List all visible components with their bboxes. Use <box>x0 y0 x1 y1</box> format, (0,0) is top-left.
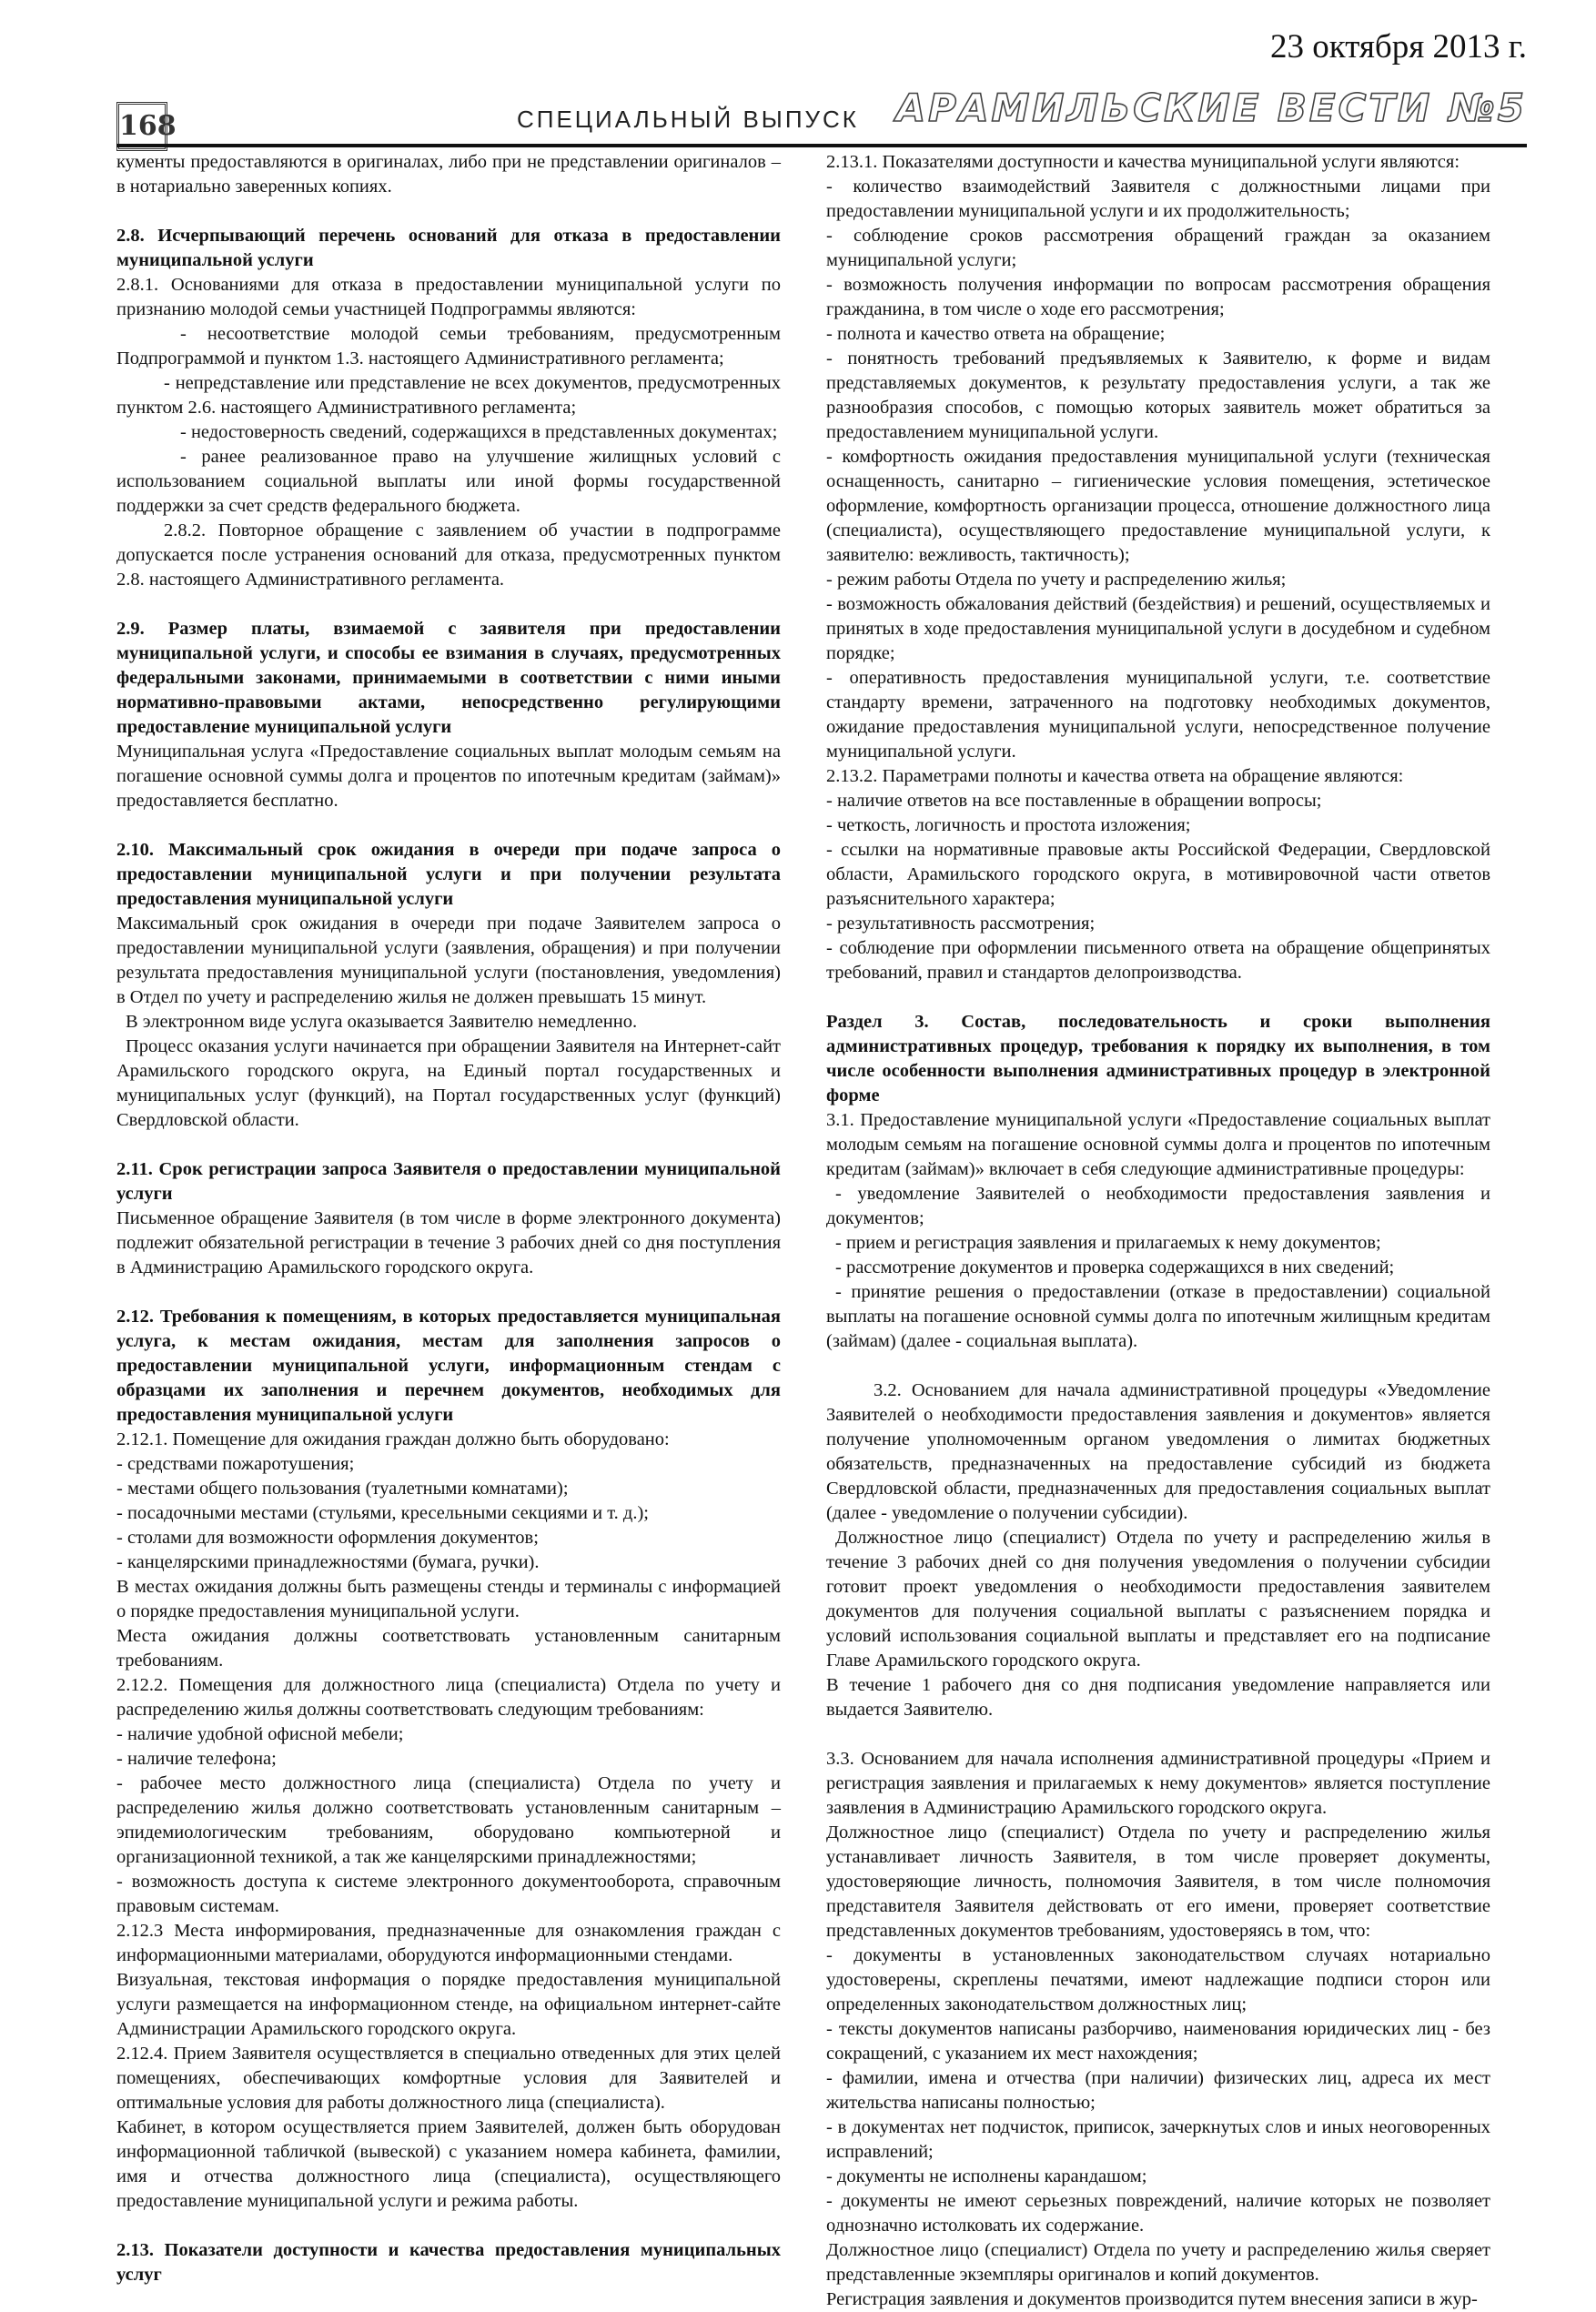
paragraph: - рассмотрение документов и проверка содержащихся в них сведений; <box>835 1257 1395 1277</box>
paragraph: Кабинет, в котором осуществляется прием Заявителей, должен быть оборудован информационной табличкой (вывеской) с указанием номера кабинета, фамилии, имя и отчества должностного лица (специалиста), осуществляющего предоставление муниципальной услуги и режима работы. <box>116 2117 781 2211</box>
paragraph: - ссылки на нормативные правовые акты Российской Федерации, Свердловской области, Арамильского городского округа, в мотивировочной части ответов разъяснительного характера; <box>826 840 1490 909</box>
paragraph: Регистрация заявления и документов производится путем внесения записи в жур- <box>826 2289 1478 2309</box>
paragraph: - документы не имеют серьезных повреждений, наличие которых не позволяет однозначно истолковать их содержание. <box>826 2191 1490 2236</box>
paragraph: - местами общего пользования (туалетными комнатами); <box>116 1479 569 1499</box>
paragraph: В электронном виде услуга оказывается Заявителю немедленно. <box>126 1012 638 1032</box>
paragraph: - недостоверность сведений, содержащихся в представленных документах; <box>180 422 778 442</box>
paragraph: В местах ожидания должны быть размещены стенды и терминалы с информацией о порядке предоставления муниципальной услуги. <box>116 1577 781 1621</box>
paragraph: Должностное лицо (специалист) Отдела по учету и распределению жилья устанавливает личность Заявителя, в том числе проверяет документы, удостоверяющие личность, полномочия Заявителя, в том числе полномочия представителя Заявителя действовать от его имени, проверяет соответствие представленных документов требованиям, удостоверяясь в том, что: <box>826 1822 1490 1941</box>
header-rule <box>116 144 1527 147</box>
paragraph: - тексты документов написаны разборчиво, наименования юридических лиц - без сокращений, с указанием их мест нахождения; <box>826 2019 1490 2064</box>
paragraph: - прием и регистрация заявления и прилагаемых к нему документов; <box>835 1233 1381 1253</box>
paragraph: - наличие ответов на все поставленные в обращении вопросы; <box>826 791 1322 811</box>
paragraph: - канцелярскими принадлежностями (бумага, ручки). <box>116 1552 540 1572</box>
section-heading: 2.10. Максимальный срок ожидания в очереди при подаче запроса о предоставлении муниципальной услуги и при получении результата предоставления муниципальной услуги <box>116 840 781 909</box>
paragraph: 2.13.1. Показателями доступности и качества муниципальной услуги являются: <box>826 152 1460 172</box>
paragraph: - посадочными местами (стульями, кресельными секциями и т. д.); <box>116 1503 649 1523</box>
paragraph: 3.1. Предоставление муниципальной услуги «Предоставление социальных выплат молодым семьям на погашение основной суммы долга и процентов по ипотечным кредитам (займам)» включает в себя следующие административные процедуры: <box>826 1110 1490 1179</box>
paragraph: 3.3. Основанием для начала исполнения административной процедуры «Прием и регистрация заявления и прилагаемых к нему документов» является поступление заявления в Администрацию Арамильского городского округа. <box>826 1749 1490 1818</box>
paragraph: - комфортность ожидания предоставления муниципальной услуги (техническая оснащенность, санитарно – гигиенические условия помещения, эстетическое оформление, комфортность организации процесса, отношение должностного лица (специалиста), осуществляющего предоставление муниципальной услуги, к заявителю: вежливость, тактичность); <box>826 447 1490 565</box>
paragraph: - рабочее место должностного лица (специалиста) Отдела по учету и распределению жилья должно соответствовать установленным санитарным – эпидемиологическим требованиям, оборудовано компьютерной и организационной техникой, а так же канцелярскими принадлежностями; <box>116 1773 781 1867</box>
left-column <box>116 150 781 2287</box>
paragraph: - соблюдение при оформлении письменного ответа на обращение общепринятых требований, правил и стандартов делопроизводства. <box>826 938 1490 983</box>
paragraph: - ранее реализованное право на улучшение жилищных условий с использованием социальной выплаты или иной формы государственной поддержки за счет средств федерального бюджета. <box>116 447 781 516</box>
paragraph: 2.8.2. Повторное обращение с заявлением об участии в подпрограмме допускается после устранения оснований для отказа, предусмотренных пунктом 2.8. настоящего Административного регламента. <box>116 520 781 590</box>
paragraph: - возможность получения информации по вопросам рассмотрения обращения гражданина, в том числе о ходе его рассмотрения; <box>826 275 1490 319</box>
paragraph: 2.12.2. Помещения для должностного лица (специалиста) Отдела по учету и распределению жилья должны соответствовать следующим требованиям: <box>116 1675 781 1720</box>
paragraph: - оперативность предоставления муниципальной услуги, т.е. соответствие стандарту времени, затраченного на подготовку необходимых документов, ожидание предоставления муниципальной услуги, непосредственное получение муниципальной услуги. <box>826 668 1490 762</box>
paragraph: - в документах нет подчисток, приписок, зачеркнутых слов и иных неоговоренных исправлений; <box>826 2117 1490 2162</box>
section-label: СПЕЦИАЛЬНЫЙ ВЫПУСК <box>517 106 859 133</box>
section-heading: Раздел 3. Состав, последовательность и сроки выполнения административных процедур, требования к порядку их выполнения, в том числе особенности выполнения административных процедур в электронной форме <box>826 1012 1490 1106</box>
paragraph: - четкость, логичность и простота изложения; <box>826 815 1191 835</box>
page-number: 168 <box>116 102 167 151</box>
paragraph: - возможность обжалования действий (бездействия) и решений, осуществляемых и принятых в ходе предоставления муниципальной услуги в досудебном и судебном порядке; <box>826 594 1490 663</box>
masthead-logo <box>896 86 1527 130</box>
paragraph: - непредставление или представление не всех документов, предусмотренных пунктом 2.6. настоящего Административного регламента; <box>116 373 781 418</box>
paragraph: 3.2. Основанием для начала административной процедуры «Уведомление Заявителей о необходимости предоставления заявления и документов» является получение уполномоченным органом уведомления о лимитах бюджетных обязательств, предназначенных на предоставление субсидий из бюджета Свердловской области, предназначенных для предоставления социальных выплат (далее - уведомление о получении субсидии). <box>826 1380 1490 1523</box>
paragraph: В течение 1 рабочего дня со дня подписания уведомление направляется или выдается Заявителю. <box>826 1675 1490 1720</box>
section-heading: 2.13. Показатели доступности и качества предоставления муниципальных услуг <box>116 2240 781 2285</box>
paragraph: - наличие телефона; <box>116 1749 277 1769</box>
section-heading: 2.8. Исчерпывающий перечень оснований для отказа в предоставлении муниципальной услуги <box>116 226 781 270</box>
paragraph: Максимальный срок ожидания в очереди при подаче Заявителем запроса о предоставлении муниципальной услуги (заявления, обращения) и при получении результата предоставления муниципальной услуги (постановления, уведомления) в Отдел по учету и распределению жилья не должен превышать 15 минут. <box>116 914 781 1007</box>
paragraph: - несоответствие молодой семьи требованиям, предусмотренным Подпрограммой и пунктом 1.3. настоящего Административного регламента; <box>116 324 781 369</box>
paragraph: - документы в установленных законодательством случаях нотариально удостоверены, скреплены печатями, имеют надлежащие подписи сторон или определенных законодательством должностных лиц; <box>826 1945 1490 2014</box>
section-heading: 2.12. Требования к помещениям, в которых предоставляется муниципальная услуга, к местам ожидания, местам для заполнения запросов о предоставлении муниципальной услуги, информационным стендам с образцами их заполнения и перечнем документов, необходимых для предоставления муниципальной услуги <box>116 1307 781 1425</box>
paragraph: - столами для возможности оформления документов; <box>116 1528 539 1548</box>
paragraph: - полнота и качество ответа на обращение; <box>826 324 1166 344</box>
paragraph: 2.12.4. Прием Заявителя осуществляется в специально отведенных для этих целей помещениях, обеспечивающих комфортные условия для Заявителей и оптимальные условия для работы должностного лица (специалиста). <box>116 2044 781 2113</box>
paragraph: 2.13.2. Параметрами полноты и качества ответа на обращение являются: <box>826 766 1404 786</box>
paragraph: кументы предоставляются в оригиналах, либо при не представлении оригиналов – в нотариально заверенных копиях. <box>116 152 781 197</box>
paragraph: - фамилии, имена и отчества (при наличии) физических лиц, адреса их мест жительства написаны полностью; <box>826 2068 1490 2113</box>
paragraph: - режим работы Отдела по учету и распределению жилья; <box>826 570 1287 590</box>
paragraph: - документы не исполнены карандашом; <box>826 2166 1147 2186</box>
paragraph: - результативность рассмотрения; <box>826 914 1096 934</box>
page-header <box>116 27 1527 164</box>
paragraph: - уведомление Заявителей о необходимости предоставления заявления и документов; <box>826 1184 1490 1228</box>
paragraph: - принятие решения о предоставлении (отказе в предоставлении) социальной выплаты на погашение основной суммы долга по ипотечным жилищным кредитам (займам) (далее - социальная выплата). <box>826 1282 1490 1351</box>
paragraph: - соблюдение сроков рассмотрения обращений граждан за оказанием муниципальной услуги; <box>826 226 1490 270</box>
paragraph: Должностное лицо (специалист) Отдела по учету и распределению жилья в течение 3 рабочих дней со дня получения уведомления о получении субсидии готовит проект уведомления о необходимости предоставления заявителем документов для получения социальной выплаты с разъяснением порядка и условий использования социальной выплаты и представляет его на подписание Главе Арамильского городского округа. <box>826 1528 1490 1671</box>
section-heading: 2.9. Размер платы, взимаемой с заявителя при предоставлении муниципальной услуги, и способы ее взимания в случаях, предусмотренных федеральными законами, принимаемыми в соответствии с ними иными нормативно-правовыми актами, непосредственно регулирующими предоставление муниципальной услуги <box>116 619 781 737</box>
section-heading: 2.11. Срок регистрации запроса Заявителя о предоставлении муниципальной услуги <box>116 1159 781 1204</box>
issue-date: 23 октября 2013 г. <box>1269 28 1527 66</box>
paragraph: Письменное обращение Заявителя (в том числе в форме электронного документа) подлежит обязательной регистрации в течение 3 рабочих дней со дня поступления в Администрацию Арамильского городского округа. <box>116 1208 781 1277</box>
paragraph: - средствами пожаротушения; <box>116 1454 355 1474</box>
paragraph: - количество взаимодействий Заявителя с должностными лицами при предоставлении муниципальной услуги и их продолжительность; <box>826 177 1490 221</box>
issue-number: №5 <box>1449 86 1527 130</box>
masthead-title: АРАМИЛЬСКИЕ ВЕСТИ <box>895 86 1433 130</box>
paragraph: Муниципальная услуга «Предоставление социальных выплат молодым семьям на погашение основной суммы долга и процентов по ипотечным кредитам (займам)» предоставляется бесплатно. <box>116 742 781 811</box>
paragraph: 2.12.3 Места информирования, предназначенные для ознакомления граждан с информационными материалами, оборудуются информационными стендами. <box>116 1921 781 1965</box>
paragraph: - возможность доступа к системе электронного документооборота, справочным правовым системам. <box>116 1872 781 1916</box>
paragraph: 2.12.1. Помещение для ожидания граждан должно быть оборудовано: <box>116 1429 670 1449</box>
paragraph: Визуальная, текстовая информация о порядке предоставления муниципальной услуги размещается на информационном стенде, на официальном интернет-сайте Администрации Арамильского городского округа. <box>116 1970 781 2039</box>
paragraph: Места ожидания должны соответствовать установленным санитарным требованиям. <box>116 1626 781 1671</box>
paragraph: Должностное лицо (специалист) Отдела по учету и распределению жилья сверяет представленные экземпляры оригиналов и копий документов. <box>826 2240 1490 2285</box>
right-column <box>826 150 1490 2312</box>
paragraph: - понятность требований предъявляемых к Заявителю, к форме и видам представляемых документов, к результату предоставления услуги, а так же разнообразия способов, с помощью которых заявитель может обратиться за предоставлением муниципальной услуги. <box>826 348 1490 442</box>
paragraph: - наличие удобной офисной мебели; <box>116 1724 404 1744</box>
paragraph: Процесс оказания услуги начинается при обращении Заявителя на Интернет-сайт Арамильского городского округа, на Единый портал государственных и муниципальных услуг (функций), на Портал государственных услуг (функций) Свердловской области. <box>116 1036 781 1130</box>
paragraph: 2.8.1. Основаниями для отказа в предоставлении муниципальной услуги по признанию молодой семьи участницей Подпрограммы являются: <box>116 275 781 319</box>
